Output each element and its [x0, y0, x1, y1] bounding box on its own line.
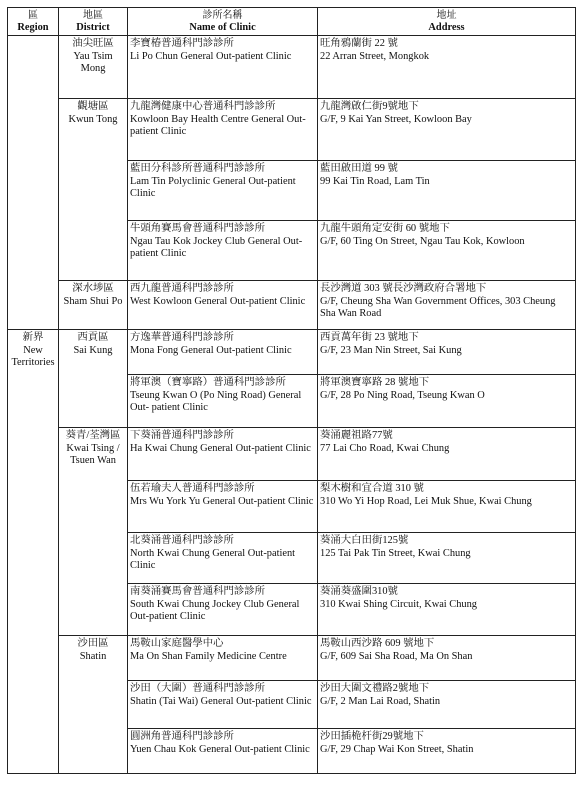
district-cell: 觀塘區 Kwun Tong [59, 99, 128, 281]
clinic-cell: 沙田（大圍）普通科門診診所 Shatin (Tai Wai) General Out-patient Clinic [128, 681, 318, 729]
table-row [8, 281, 576, 330]
address-cell: 沙田大圍文禮路2號地下 G/F, 2 Man Lai Road, Shatin [318, 681, 576, 729]
header-row [8, 8, 576, 36]
clinic-cell: 北葵涌普通科門診診所 North Kwai Chung General Out-patient Clinic [128, 533, 318, 584]
address-cell: 長沙灣道 303 號長沙灣政府合署地下 G/F, Cheung Sha Wan Government Offices, 303 Cheung Sha Wan Road [318, 281, 576, 330]
address-cell: 將軍澳寶寧路 28 號地下 G/F, 28 Po Ning Road, Tseung Kwan O [318, 375, 576, 428]
header-address: 地址 Address [318, 8, 576, 36]
address-cell: 九龍灣啟仁街9號地下 G/F, 9 Kai Yan Street, Kowloon Bay [318, 99, 576, 161]
clinic-cell: 李寶椿普通科門診診所 Li Po Chun General Out-patient Clinic [128, 36, 318, 99]
table-row [8, 428, 576, 481]
header-region: 區 Region [8, 8, 59, 36]
address-cell: 旺角鴉蘭街 22 號 22 Arran Street, Mongkok [318, 36, 576, 99]
district-cell: 油尖旺區 Yau Tsim Mong [59, 36, 128, 99]
address-cell: 梨木樹和宜合道 310 號 310 Wo Yi Hop Road, Lei Muk Shue, Kwai Chung [318, 481, 576, 533]
clinic-cell: 西九龍普通科門診診所 West Kowloon General Out-patient Clinic [128, 281, 318, 330]
clinic-cell: 藍田分科診所普通科門診診所 Lam Tin Polyclinic General Out-patient Clinic [128, 161, 318, 221]
clinic-cell: 圓洲角普通科門診診所 Yuen Chau Kok General Out-patient Clinic [128, 729, 318, 774]
address-cell: 馬鞍山西沙路 609 號地下 G/F, 609 Sai Sha Road, Ma On Shan [318, 636, 576, 681]
district-cell: 深水埗區 Sham Shui Po [59, 281, 128, 330]
clinic-cell: 下葵涌普通科門診診所 Ha Kwai Chung General Out-patient Clinic [128, 428, 318, 481]
clinic-cell: 方逸華普通科門診診所 Mona Fong General Out-patient Clinic [128, 330, 318, 375]
region-cell-kowloon [8, 36, 59, 330]
address-cell: 葵涌葵盛圍310號 310 Kwai Shing Circuit, Kwai Chung [318, 584, 576, 636]
address-cell: 葵涌麗祖路77號 77 Lai Cho Road, Kwai Chung [318, 428, 576, 481]
clinic-cell: 馬鞍山家庭醫學中心 Ma On Shan Family Medicine Centre [128, 636, 318, 681]
district-cell: 沙田區 Shatin [59, 636, 128, 774]
table-row [8, 99, 576, 161]
address-cell: 西貢萬年街 23 號地下 G/F, 23 Man Nin Street, Sai Kung [318, 330, 576, 375]
district-cell: 葵青/荃灣區 Kwai Tsing / Tsuen Wan [59, 428, 128, 636]
address-cell: 葵涌大白田街125號 125 Tai Pak Tin Street, Kwai Chung [318, 533, 576, 584]
header-clinic: 診所名稱 Name of Clinic [128, 8, 318, 36]
clinic-table [7, 7, 576, 774]
clinic-cell: 九龍灣健康中心普通科門診診所 Kowloon Bay Health Centre General Out-patient Clinic [128, 99, 318, 161]
region-cell-new-territories: 新界 New Territories [8, 330, 59, 774]
district-cell: 西貢區 Sai Kung [59, 330, 128, 428]
table-row [8, 636, 576, 681]
header-district: 地區 District [59, 8, 128, 36]
address-cell: 九龍牛頭角定安街 60 號地下 G/F, 60 Ting On Street, Ngau Tau Kok, Kowloon [318, 221, 576, 281]
address-cell: 藍田啟田道 99 號 99 Kai Tin Road, Lam Tin [318, 161, 576, 221]
clinic-cell: 牛頭角賽馬會普通科門診診所 Ngau Tau Kok Jockey Club General Out-patient Clinic [128, 221, 318, 281]
address-cell: 沙田插桅杆街29號地下 G/F, 29 Chap Wai Kon Street, Shatin [318, 729, 576, 774]
clinic-cell: 將軍澳（寶寧路）普通科門診診所 Tseung Kwan O (Po Ning Road) General Out- patient Clinic [128, 375, 318, 428]
clinic-cell: 伍若瑜夫人普通科門診診所 Mrs Wu York Yu General Out-patient Clinic [128, 481, 318, 533]
table-row [8, 36, 576, 99]
table-row [8, 330, 576, 375]
clinic-cell: 南葵涌賽馬會普通科門診診所 South Kwai Chung Jockey Club General Out-patient Clinic [128, 584, 318, 636]
